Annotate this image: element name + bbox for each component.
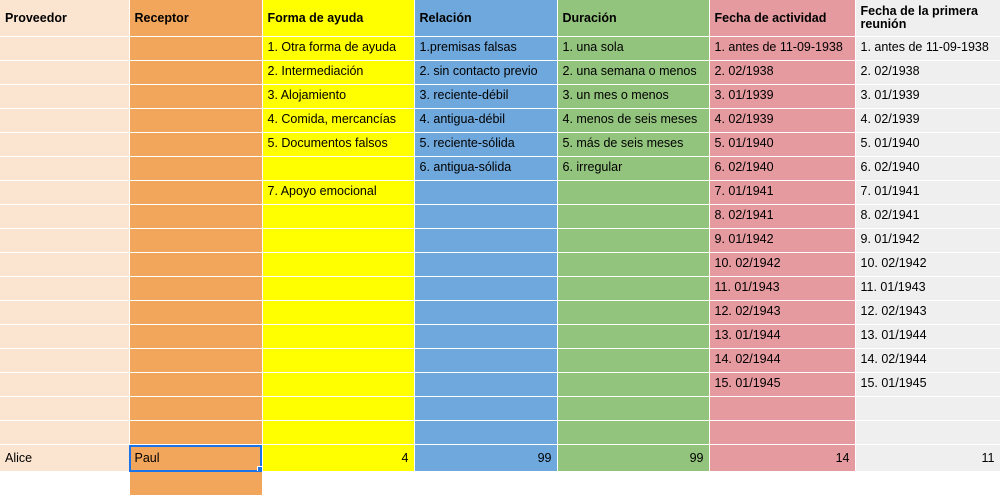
- cell-proveedor[interactable]: [0, 421, 129, 445]
- cell-receptor[interactable]: [129, 349, 262, 373]
- table-row: [0, 85, 1000, 109]
- cell-forma[interactable]: [262, 373, 414, 397]
- cell-fecha[interactable]: 12. 02/1943: [709, 301, 855, 325]
- cell-relacion[interactable]: [414, 373, 557, 397]
- column-header-receptor[interactable]: Receptor: [129, 0, 262, 37]
- cell-duracion[interactable]: [557, 205, 709, 229]
- cell-forma[interactable]: [262, 157, 414, 181]
- cell-relacion[interactable]: [414, 325, 557, 349]
- cell-duracion[interactable]: [557, 325, 709, 349]
- cell-receptor[interactable]: [129, 325, 262, 349]
- cell-fecha-empty[interactable]: [709, 472, 855, 496]
- cell-proveedor[interactable]: [0, 325, 129, 349]
- cell-proveedor[interactable]: [0, 109, 129, 133]
- cell-fecha[interactable]: 14. 02/1944: [709, 349, 855, 373]
- cell-relacion[interactable]: [414, 301, 557, 325]
- cell-reunion[interactable]: 9. 01/1942: [855, 229, 1000, 253]
- cell-forma[interactable]: [262, 229, 414, 253]
- cell-relacion[interactable]: 4. antigua-débil: [414, 109, 557, 133]
- cell-proveedor[interactable]: [0, 397, 129, 421]
- cell-fecha[interactable]: 2. 02/1938: [709, 61, 855, 85]
- summary-relacion-count[interactable]: 99: [414, 445, 557, 472]
- cell-receptor[interactable]: [129, 229, 262, 253]
- cell-duracion[interactable]: [557, 277, 709, 301]
- cell-fecha[interactable]: 11. 01/1943: [709, 277, 855, 301]
- cell-duracion[interactable]: 2. una semana o menos: [557, 61, 709, 85]
- cell-receptor[interactable]: [129, 85, 262, 109]
- summary-fecha-count[interactable]: 14: [709, 445, 855, 472]
- cell-forma[interactable]: 5. Documentos falsos: [262, 133, 414, 157]
- cell-receptor[interactable]: [129, 301, 262, 325]
- cell-proveedor[interactable]: [0, 349, 129, 373]
- summary-receptor-value: Paul: [134, 450, 160, 465]
- cell-fecha[interactable]: [709, 421, 855, 445]
- cell-duracion[interactable]: [557, 253, 709, 277]
- cell-fecha[interactable]: 5. 01/1940: [709, 133, 855, 157]
- cell-receptor[interactable]: [129, 277, 262, 301]
- table-row: [0, 253, 1000, 277]
- cell-fecha[interactable]: 10. 02/1942: [709, 253, 855, 277]
- table-row: [0, 181, 1000, 205]
- cell-proveedor[interactable]: [0, 253, 129, 277]
- cell-relacion[interactable]: [414, 181, 557, 205]
- cell-receptor[interactable]: [129, 253, 262, 277]
- cell-duracion[interactable]: [557, 229, 709, 253]
- cell-receptor[interactable]: [129, 37, 262, 61]
- table-row: [0, 37, 1000, 61]
- table-row: [0, 301, 1000, 325]
- cell-relacion[interactable]: [414, 229, 557, 253]
- cell-proveedor[interactable]: [0, 229, 129, 253]
- table-row: [0, 229, 1000, 253]
- cell-reunion[interactable]: 10. 02/1942: [855, 253, 1000, 277]
- cell-forma[interactable]: [262, 301, 414, 325]
- cell-fecha[interactable]: 3. 01/1939: [709, 85, 855, 109]
- cell-duracion[interactable]: 4. menos de seis meses: [557, 109, 709, 133]
- table-row: [0, 205, 1000, 229]
- column-header-proveedor[interactable]: Proveedor: [0, 0, 129, 37]
- cell-receptor[interactable]: [129, 205, 262, 229]
- cell-relacion[interactable]: [414, 253, 557, 277]
- cell-forma[interactable]: 1. Otra forma de ayuda: [262, 37, 414, 61]
- cell-receptor-empty[interactable]: [129, 472, 262, 496]
- column-header-fecha-de-actividad[interactable]: Fecha de actividad: [709, 0, 855, 37]
- cell-fecha[interactable]: 9. 01/1942: [709, 229, 855, 253]
- cell-receptor[interactable]: [129, 181, 262, 205]
- cell-forma[interactable]: 7. Apoyo emocional: [262, 181, 414, 205]
- summary-receptor-selected-cell[interactable]: [129, 445, 262, 472]
- cell-relacion[interactable]: [414, 205, 557, 229]
- cell-duracion[interactable]: [557, 373, 709, 397]
- cell-forma[interactable]: [262, 325, 414, 349]
- cell-duracion[interactable]: [557, 349, 709, 373]
- cell-reunion[interactable]: [855, 397, 1000, 421]
- table-row: [0, 397, 1000, 421]
- cell-forma[interactable]: 3. Alojamiento: [262, 85, 414, 109]
- cell-reunion[interactable]: 8. 02/1941: [855, 205, 1000, 229]
- cell-proveedor[interactable]: [0, 205, 129, 229]
- cell-reunion[interactable]: 2. 02/1938: [855, 61, 1000, 85]
- cell-reunion[interactable]: 15. 01/1945: [855, 373, 1000, 397]
- summary-forma-count[interactable]: 4: [262, 445, 414, 472]
- table-row: [0, 421, 1000, 445]
- summary-row: [0, 445, 1000, 472]
- cell-proveedor[interactable]: [0, 133, 129, 157]
- column-header-duracion[interactable]: Duración: [557, 0, 709, 37]
- cell-forma[interactable]: [262, 421, 414, 445]
- cell-proveedor[interactable]: [0, 373, 129, 397]
- cell-proveedor[interactable]: [0, 37, 129, 61]
- cell-reunion[interactable]: [855, 421, 1000, 445]
- cell-proveedor[interactable]: [0, 277, 129, 301]
- cell-duracion[interactable]: [557, 301, 709, 325]
- cell-reunion[interactable]: 4. 02/1939: [855, 109, 1000, 133]
- cell-reunion[interactable]: 14. 02/1944: [855, 349, 1000, 373]
- table-row: [0, 325, 1000, 349]
- cell-reunion[interactable]: 5. 01/1940: [855, 133, 1000, 157]
- cell-fecha[interactable]: [709, 397, 855, 421]
- table-row: [0, 61, 1000, 85]
- table-row: [0, 157, 1000, 181]
- cell-forma[interactable]: [262, 205, 414, 229]
- cell-relacion[interactable]: [414, 397, 557, 421]
- cell-reunion[interactable]: 11. 01/1943: [855, 277, 1000, 301]
- table-row: [0, 133, 1000, 157]
- cell-reunion[interactable]: 3. 01/1939: [855, 85, 1000, 109]
- cell-duracion[interactable]: 5. más de seis meses: [557, 133, 709, 157]
- table-row: [0, 472, 1000, 496]
- cell-duracion[interactable]: [557, 421, 709, 445]
- cell-forma[interactable]: [262, 253, 414, 277]
- summary-duracion-count[interactable]: 99: [557, 445, 709, 472]
- cell-fecha[interactable]: 6. 02/1940: [709, 157, 855, 181]
- cell-fecha[interactable]: 7. 01/1941: [709, 181, 855, 205]
- cell-receptor[interactable]: [129, 421, 262, 445]
- cell-fecha[interactable]: 1. antes de 11-09-1938: [709, 37, 855, 61]
- column-header-forma-de-ayuda[interactable]: Forma de ayuda: [262, 0, 414, 37]
- cell-duracion[interactable]: [557, 397, 709, 421]
- cell-forma[interactable]: [262, 349, 414, 373]
- cell-duracion[interactable]: [557, 181, 709, 205]
- cell-relacion-empty[interactable]: [414, 472, 557, 496]
- cell-reunion[interactable]: 6. 02/1940: [855, 157, 1000, 181]
- cell-proveedor[interactable]: [0, 61, 129, 85]
- cell-forma-empty[interactable]: [262, 472, 414, 496]
- cell-receptor[interactable]: [129, 61, 262, 85]
- cell-relacion[interactable]: 2. sin contacto previo: [414, 61, 557, 85]
- cell-relacion[interactable]: [414, 349, 557, 373]
- column-header-fecha-primera-reunion[interactable]: Fecha de la primera reunión: [855, 0, 1000, 37]
- cell-duracion[interactable]: 1. una sola: [557, 37, 709, 61]
- cell-proveedor-empty[interactable]: [0, 472, 129, 496]
- summary-reunion-count[interactable]: 11: [855, 445, 1000, 472]
- cell-reunion[interactable]: 12. 02/1943: [855, 301, 1000, 325]
- table-row: [0, 373, 1000, 397]
- cell-relacion[interactable]: 5. reciente-sólida: [414, 133, 557, 157]
- cell-forma[interactable]: 4. Comida, mercancías: [262, 109, 414, 133]
- summary-proveedor[interactable]: Alice: [0, 445, 129, 472]
- cell-duracion[interactable]: 6. irregular: [557, 157, 709, 181]
- cell-receptor[interactable]: [129, 133, 262, 157]
- cell-relacion[interactable]: [414, 277, 557, 301]
- cell-proveedor[interactable]: [0, 85, 129, 109]
- cell-forma[interactable]: 2. Intermediación: [262, 61, 414, 85]
- cell-receptor[interactable]: [129, 157, 262, 181]
- cell-receptor[interactable]: [129, 109, 262, 133]
- cell-proveedor[interactable]: [0, 157, 129, 181]
- table-row: [0, 349, 1000, 373]
- header-row: [0, 0, 1000, 37]
- cell-proveedor[interactable]: [0, 181, 129, 205]
- cell-duracion[interactable]: 3. un mes o menos: [557, 85, 709, 109]
- cell-receptor[interactable]: [129, 373, 262, 397]
- table-row: [0, 277, 1000, 301]
- cell-fecha[interactable]: 8. 02/1941: [709, 205, 855, 229]
- cell-fecha[interactable]: 4. 02/1939: [709, 109, 855, 133]
- cell-relacion[interactable]: [414, 421, 557, 445]
- table-row: [0, 109, 1000, 133]
- cell-relacion[interactable]: 6. antigua-sólida: [414, 157, 557, 181]
- cell-proveedor[interactable]: [0, 301, 129, 325]
- cell-fecha[interactable]: 15. 01/1945: [709, 373, 855, 397]
- cell-reunion[interactable]: 13. 01/1944: [855, 325, 1000, 349]
- cell-reunion[interactable]: 7. 01/1941: [855, 181, 1000, 205]
- column-header-relacion[interactable]: Relación: [414, 0, 557, 37]
- cell-fecha[interactable]: 13. 01/1944: [709, 325, 855, 349]
- cell-relacion[interactable]: 1.premisas falsas: [414, 37, 557, 61]
- cell-reunion-empty[interactable]: [855, 472, 1000, 496]
- cell-relacion[interactable]: 3. reciente-débil: [414, 85, 557, 109]
- cell-duracion-empty[interactable]: [557, 472, 709, 496]
- cell-forma[interactable]: [262, 277, 414, 301]
- cell-receptor[interactable]: [129, 397, 262, 421]
- selection-fill-handle[interactable]: [257, 466, 263, 472]
- cell-forma[interactable]: [262, 397, 414, 421]
- cell-reunion[interactable]: 1. antes de 11-09-1938: [855, 37, 1000, 61]
